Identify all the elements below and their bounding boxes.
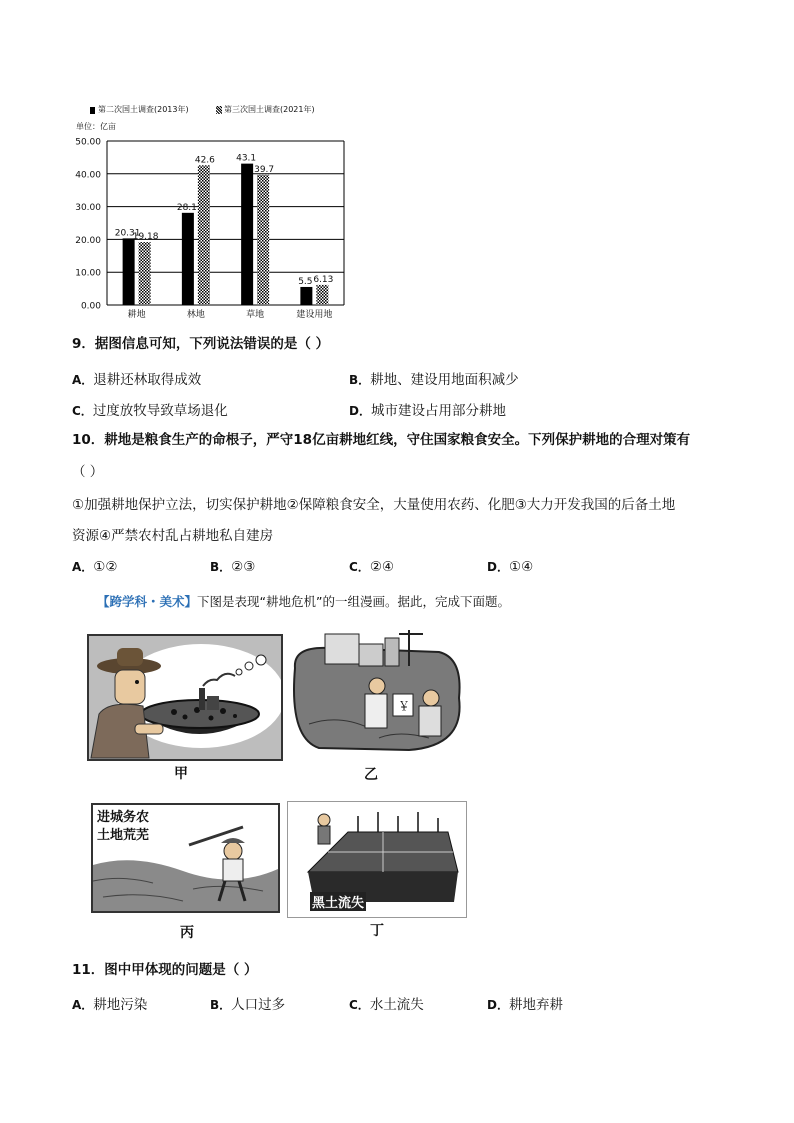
option-text: ①④	[508, 559, 534, 575]
q10-option-b[interactable]	[210, 558, 255, 575]
bar-2013	[182, 213, 194, 305]
option-text: ①②	[93, 559, 118, 575]
bar-2013	[123, 238, 135, 305]
cartoon-ding	[287, 801, 467, 918]
y-tick-label: 20.00	[75, 235, 101, 246]
bar-2021	[316, 285, 328, 305]
cartoon-ding-text: 黑土流失	[310, 892, 366, 911]
q10-option-c[interactable]	[349, 558, 394, 575]
data-label: 20.31	[114, 228, 141, 239]
intro-tag: 【跨学科・美术】	[97, 594, 198, 609]
q10-statements-line2: 资源④严禁农村乱占耕地私自建房	[72, 528, 274, 544]
q9-stem: 9．据图信息可知，下列说法错误的是（ ）	[72, 336, 330, 352]
option-text: ②④	[369, 559, 395, 575]
q9-option-b[interactable]	[349, 368, 519, 388]
y-tick-label: 0.00	[80, 301, 101, 312]
option-text: 耕地污染	[93, 997, 148, 1013]
y-tick-label: 30.00	[75, 203, 101, 214]
bar-2021	[198, 165, 210, 305]
option-letter: A．	[72, 560, 94, 574]
option-text: 城市建设占用部分耕地	[370, 403, 506, 419]
cartoon-bing-text-line2: 土地荒芜	[97, 828, 150, 843]
data-label: 43.1	[236, 153, 257, 164]
cartoon-yi-caption: 乙	[364, 767, 378, 783]
option-text: 耕地弃耕	[508, 997, 563, 1013]
farmer-bowl-illustration	[89, 636, 281, 759]
q9-option-a[interactable]	[72, 368, 201, 388]
data-label: 28.1	[176, 202, 197, 213]
data-label: 6.13	[313, 274, 334, 285]
x-tick-label: 林地	[186, 310, 205, 320]
option-letter: B．	[210, 998, 232, 1012]
legend-label-2021: 第三次国土调查(2021年)	[224, 105, 315, 114]
cartoon-bing-text-line1: 进城务农	[97, 810, 150, 825]
x-tick-label: 建设用地	[296, 310, 333, 320]
q11-option-b[interactable]	[210, 993, 285, 1013]
option-letter: A．	[72, 998, 94, 1012]
bar-2013	[300, 287, 312, 305]
q11-stem: 11．图中甲体现的问题是（ ）	[72, 962, 258, 978]
q9-option-d[interactable]	[349, 399, 506, 419]
q10-option-d[interactable]	[487, 558, 533, 575]
legend-label-2013: 第二次国土调查(2013年)	[98, 105, 189, 114]
bar-chart	[70, 132, 360, 322]
q9-option-c[interactable]	[72, 399, 228, 419]
x-tick-label: 草地	[246, 310, 265, 320]
option-letter: A．	[72, 373, 94, 387]
option-letter: D．	[487, 998, 509, 1012]
y-tick-label: 50.00	[75, 137, 101, 148]
land-sale-illustration	[289, 628, 465, 758]
bar-2021	[139, 242, 151, 305]
q10-option-a[interactable]	[72, 558, 118, 575]
option-text: 退耕还林取得成效	[93, 372, 202, 388]
q11-option-d[interactable]	[487, 993, 563, 1013]
chart-unit-label: 单位：亿亩	[76, 122, 116, 131]
option-letter: C．	[349, 998, 370, 1012]
data-label: 5.5	[298, 276, 313, 287]
cartoon-jia-caption: 甲	[174, 766, 188, 782]
bar-2013	[241, 164, 253, 305]
cartoon-intro	[97, 592, 510, 610]
option-text: 耕地、建设用地面积减少	[370, 372, 519, 388]
y-tick-label: 40.00	[75, 170, 101, 181]
cartoon-jia	[87, 634, 283, 761]
option-letter: D．	[487, 560, 509, 574]
data-label: 19.18	[132, 232, 159, 243]
q10-stem-line2: （ ）	[72, 464, 104, 480]
option-text: ②③	[231, 559, 256, 575]
yuan-sign: ￥	[398, 699, 411, 713]
option-text: 人口过多	[231, 997, 286, 1013]
cartoon-yi	[289, 628, 465, 758]
option-text: 水土流失	[369, 997, 424, 1013]
legend-swatch-2013	[90, 107, 95, 114]
option-letter: C．	[72, 404, 93, 418]
option-letter: C．	[349, 560, 370, 574]
cartoon-bing-caption: 丙	[180, 925, 194, 941]
cartoon-bing	[91, 803, 280, 913]
data-label: 39.7	[254, 164, 275, 175]
q11-option-a[interactable]	[72, 993, 147, 1013]
q10-statements-line1: ①加强耕地保护立法，切实保护耕地②保障粮食安全，大量使用农药、化肥③大力开发我国的后备土地	[72, 497, 676, 513]
cartoon-ding-caption: 丁	[370, 923, 384, 939]
option-letter: B．	[210, 560, 232, 574]
option-letter: D．	[349, 404, 371, 418]
option-letter: B．	[349, 373, 371, 387]
y-tick-label: 10.00	[75, 268, 101, 279]
q10-stem-line1: 10．耕地是粮食生产的命根子，严守18亿亩耕地红线，守住国家粮食安全。下列保护耕地的合理对策有	[72, 432, 691, 448]
data-label: 42.6	[194, 155, 215, 166]
legend-swatch-2021	[216, 106, 222, 114]
option-text: 过度放牧导致草场退化	[92, 403, 228, 419]
q11-option-c[interactable]	[349, 993, 424, 1013]
intro-text: 下图是表现“耕地危机”的一组漫画。据此，完成下面题。	[197, 594, 510, 609]
bar-2021	[257, 175, 269, 305]
x-tick-label: 耕地	[127, 310, 146, 320]
